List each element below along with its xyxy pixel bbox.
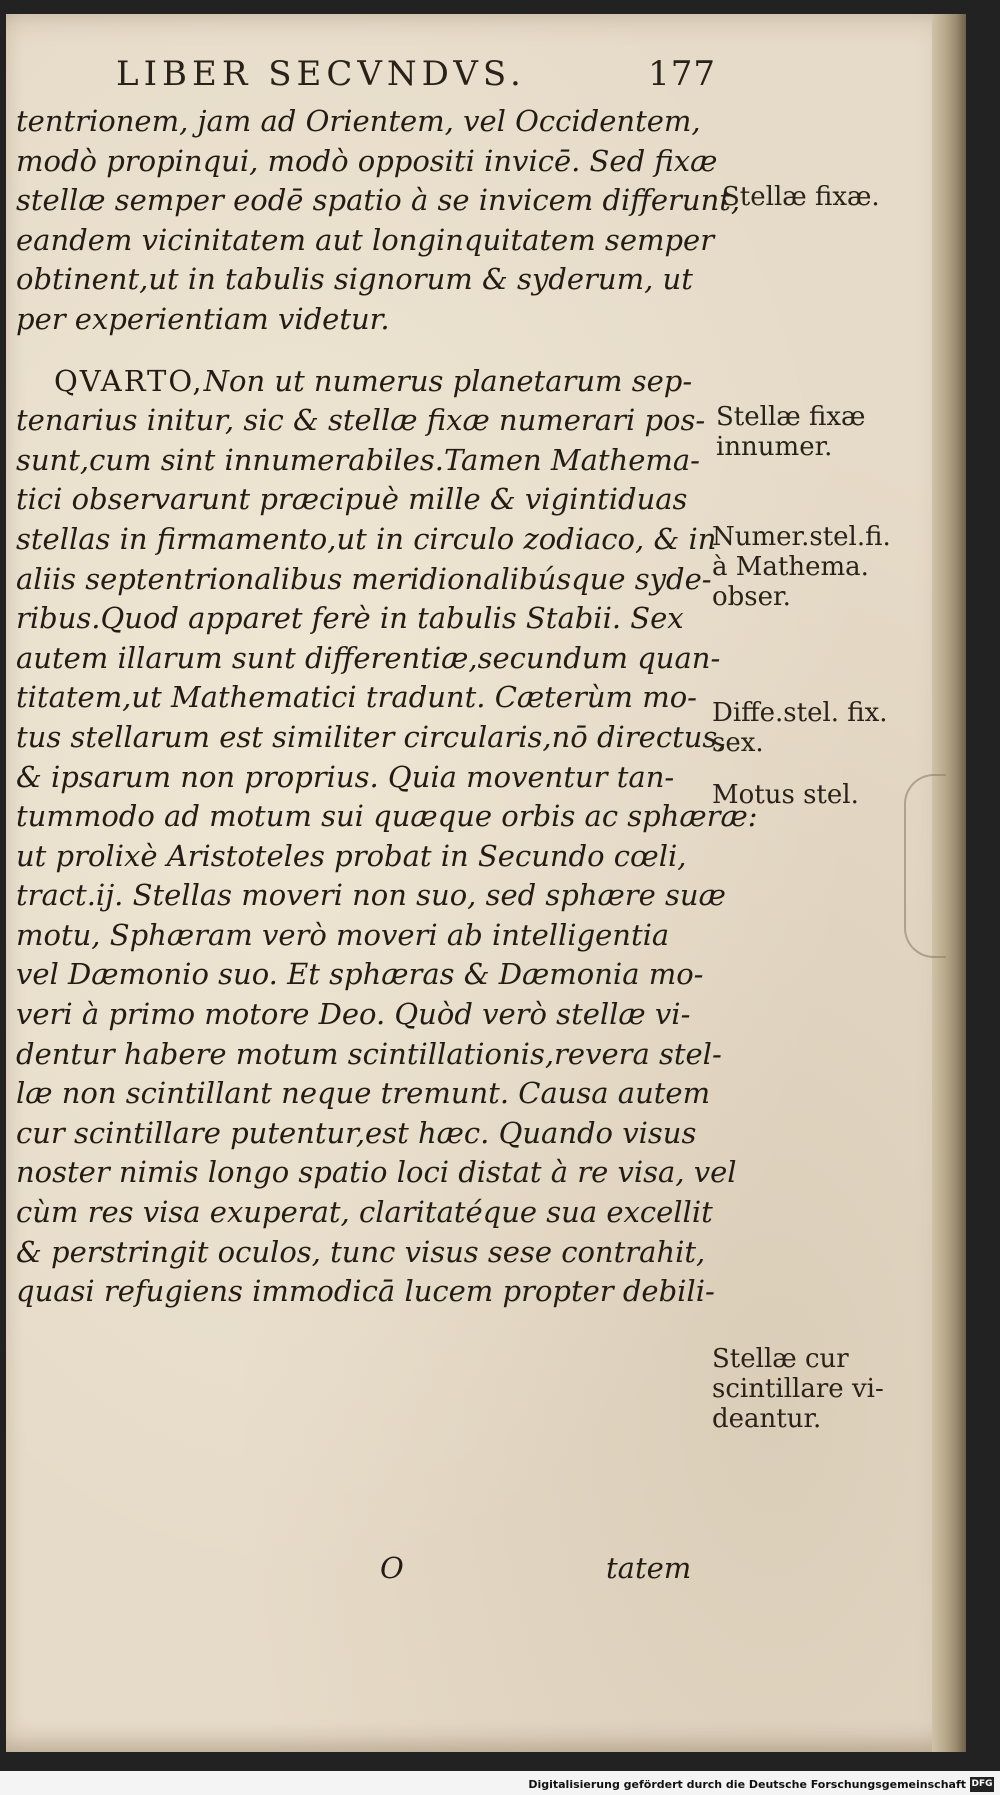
text-line: tenarius initur, sic & stellæ fixæ numerari pos-	[16, 403, 706, 438]
text-line: læ non scintillant neque tremunt. Causa autem	[16, 1076, 711, 1111]
text-line: autem illarum sunt differentiæ,secundum quan-	[16, 640, 721, 675]
text-line: ribus.Quod apparet ferè in tabulis Stabii. Sex	[16, 601, 684, 636]
text-line: & ipsarum non proprius. Quia moventur tan-	[16, 759, 675, 794]
margin-note-line: Motus stel.	[712, 780, 859, 810]
page-number: 177	[648, 54, 716, 94]
text-line: noster nimis longo spatio loci distat à re visa, vel	[16, 1155, 737, 1190]
text-line: motu, Sphæram verò moveri ab intelligentia	[16, 917, 670, 952]
text-line: aliis septentrionalibus meridionalibúsque syde-	[16, 561, 712, 596]
margin-note	[716, 402, 865, 462]
text-line: vel Dæmonio suo. Et sphæras & Dæmonia mo-	[16, 957, 704, 992]
text-line: tici observarunt præcipuè mille & vigintiduas	[16, 482, 688, 517]
text-line	[16, 362, 716, 402]
margin-note	[712, 698, 888, 758]
margin-note-line: sex.	[712, 728, 764, 758]
margin-note-line: scintillare vi-	[712, 1374, 884, 1404]
margin-note-line: deantur.	[712, 1404, 822, 1434]
signature-mark: O	[380, 1551, 404, 1585]
margin-note-line: Numer.stel.fi.	[712, 522, 891, 552]
text-line: stellæ semper eodē spatio à se invicem differunt,	[16, 183, 741, 218]
text-line: stellas in firmamento,ut in circulo zodiaco, & in	[16, 521, 717, 556]
text-line: obtinent,ut in tabulis signorum & syderum, ut	[16, 262, 693, 297]
margin-note-line: Stellæ fixæ.	[722, 182, 880, 212]
text-line: modò propinqui, modò oppositi invicē. Sed fixæ	[16, 143, 718, 178]
margin-note-line: innumer.	[716, 432, 833, 462]
text-line: cur scintillare putentur,est hæc. Quando visus	[16, 1115, 697, 1150]
text-line: sunt,cum sint innumerabiles.Tamen Mathema-	[16, 442, 700, 477]
paragraph-gap	[16, 340, 716, 362]
margin-note	[722, 182, 880, 212]
footer-bar	[0, 1771, 1000, 1795]
funding-credit: Digitalisierung gefördert durch die Deutsche Forschungsgemeinschaft	[528, 1778, 966, 1791]
margin-note	[712, 522, 891, 612]
text-line-rest: Non ut numerus planetarum sep-	[203, 363, 693, 398]
text-line: cùm res visa exuperat, claritatéque sua excellit	[16, 1195, 713, 1230]
text-line: titatem,ut Mathematici tradunt. Cæterùm mo-	[16, 680, 697, 715]
margin-note-line: Stellæ fixæ	[716, 402, 866, 432]
catchword: tatem	[606, 1551, 692, 1585]
text-line: tract.ij. Stellas moveri non suo, sed sphære suæ	[16, 878, 726, 913]
main-text-block	[16, 102, 758, 1312]
text-line: ut prolixè Aristoteles probat in Secundo cœli,	[16, 838, 687, 873]
margin-note	[712, 1344, 884, 1434]
text-line: dentur habere motum scintillationis,revera stel-	[16, 1036, 722, 1071]
margin-note-line: obser.	[712, 582, 791, 612]
margin-note-line: Diffe.stel. fix.	[712, 698, 888, 728]
text-line: tummodo ad motum sui quæque orbis ac sphæræ:	[16, 799, 758, 834]
margin-note	[712, 780, 859, 810]
book-page	[6, 14, 966, 1752]
text-line: per experientiam videtur.	[16, 301, 390, 336]
margin-note-line: à Mathema.	[712, 552, 869, 582]
text-line: eandem vicinitatem aut longinquitatem semper	[16, 222, 715, 257]
text-line: tentrionem, jam ad Orientem, vel Occidentem,	[16, 104, 701, 138]
margin-note-line: Stellæ cur	[712, 1344, 849, 1374]
page-clip-shadow	[904, 774, 946, 958]
text-line: & perstringit oculos, tunc visus sese contrahit,	[16, 1234, 706, 1269]
dfg-logo-icon: DFG	[970, 1777, 994, 1792]
running-title: LIBER SECVNDVS.	[116, 54, 526, 94]
text-line: tus stellarum est similiter circularis,nō directus,	[16, 719, 727, 754]
text-line: veri à primo motore Deo. Quòd verò stellæ vi-	[16, 997, 691, 1032]
text-line: quasi refugiens immodicā lucem propter debili-	[16, 1274, 715, 1309]
paragraph-lead: QVARTO,	[54, 363, 204, 398]
